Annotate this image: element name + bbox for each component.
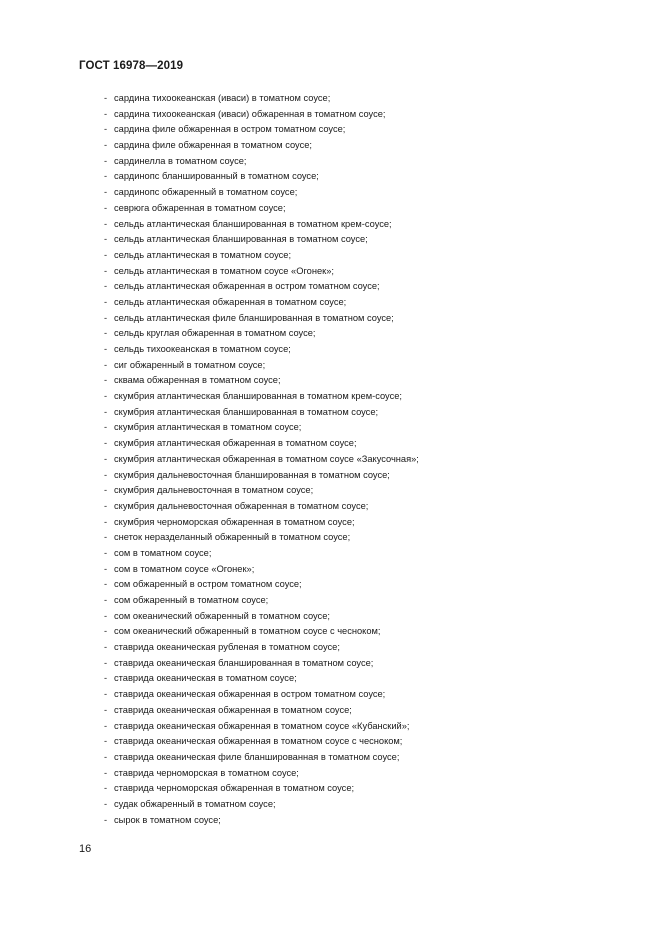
list-marker: -	[104, 610, 108, 621]
list-item-text: сардина тихоокеанская (иваси) в томатном соусе;	[114, 93, 331, 103]
list-marker: -	[104, 595, 108, 605]
list-item-text: сардинелла в томатном соусе;	[114, 155, 247, 166]
list-marker: -	[104, 657, 108, 668]
list-item	[104, 703, 584, 719]
list-item-text: сом океанический обжаренный в томатном соусе;	[114, 610, 330, 621]
list-item	[104, 499, 584, 515]
list-item-text: сельдь тихоокеанская в томатном соусе;	[114, 344, 291, 354]
list-marker: -	[104, 281, 108, 292]
list-item	[104, 671, 584, 687]
list-marker: -	[104, 783, 108, 794]
list-item-text: сельдь атлантическая в томатном соусе;	[114, 249, 292, 260]
list-item-text: сиг обжаренный в томатном соусе;	[114, 359, 266, 370]
list-item	[104, 452, 584, 468]
list-item	[104, 766, 584, 782]
list-marker: -	[104, 93, 108, 103]
product-list	[104, 91, 584, 828]
list-marker: -	[104, 704, 108, 715]
list-marker: -	[104, 108, 108, 119]
list-marker: -	[104, 814, 108, 825]
list-marker: -	[104, 626, 108, 637]
list-item	[104, 311, 584, 327]
list-item-text: сельдь атлантическая в томатном соусе «Огонек»;	[114, 265, 334, 276]
list-item-text: сквама обжаренная в томатном соусе;	[114, 375, 281, 386]
list-item-text: снеток неразделанный обжаренный в томатном соусе;	[114, 532, 351, 543]
list-item-text: сом в томатном соусе;	[114, 547, 212, 558]
list-marker: -	[104, 500, 108, 511]
list-item-text: сардина тихоокеанская (иваси) обжаренная в томатном соусе;	[114, 108, 386, 119]
list-marker: -	[104, 751, 108, 762]
list-item	[104, 91, 584, 107]
list-item	[104, 577, 584, 593]
list-marker: -	[104, 202, 108, 213]
list-marker: -	[104, 563, 108, 574]
list-item	[104, 609, 584, 625]
list-item	[104, 326, 584, 342]
list-marker: -	[104, 469, 108, 480]
list-item	[104, 781, 584, 797]
list-marker: -	[104, 532, 108, 543]
list-item	[104, 107, 584, 123]
list-item-text: сельдь атлантическая обжаренная в остром томатном соусе;	[114, 281, 380, 292]
list-item	[104, 389, 584, 405]
list-marker: -	[104, 359, 108, 370]
list-marker: -	[104, 187, 108, 198]
list-item-text: ставрида океаническая обжаренная в томатном соусе «Кубанский»;	[114, 720, 410, 731]
list-item	[104, 515, 584, 531]
list-marker: -	[104, 249, 108, 260]
list-item-text: скумбрия атлантическая обжаренная в томатном соусе;	[114, 438, 357, 449]
list-item-text: скумбрия дальневосточная бланшированная в томатном соусе;	[114, 469, 390, 480]
list-marker: -	[104, 124, 108, 135]
list-marker: -	[104, 140, 108, 151]
list-item-text: сельдь атлантическая бланшированная в томатном крем-соусе;	[114, 218, 392, 229]
list-item-text: сом обжаренный в томатном соусе;	[114, 595, 269, 605]
list-marker: -	[104, 328, 108, 339]
list-item-text: сырок в томатном соусе;	[114, 814, 221, 825]
list-item	[104, 185, 584, 201]
list-item-text: ставрида океаническая бланшированная в томатном соусе;	[114, 657, 374, 668]
list-marker: -	[104, 296, 108, 307]
list-marker: -	[104, 767, 108, 778]
list-item-text: судак обжаренный в томатном соусе;	[114, 798, 276, 809]
list-marker: -	[104, 422, 108, 433]
list-item-text: ставрида черноморская в томатном соусе;	[114, 767, 299, 778]
list-item-text: скумбрия атлантическая обжаренная в томатном соусе «Закусочная»;	[114, 453, 419, 464]
list-marker: -	[104, 579, 108, 590]
list-item-text: скумбрия дальневосточная обжаренная в томатном соусе;	[114, 500, 369, 511]
list-marker: -	[104, 218, 108, 229]
list-item-text: ставрида океаническая в томатном соусе;	[114, 673, 297, 684]
list-item-text: сардинопс бланшированный в томатном соусе;	[114, 171, 319, 182]
list-marker: -	[104, 485, 108, 496]
list-item	[104, 122, 584, 138]
list-item	[104, 154, 584, 170]
list-marker: -	[104, 375, 108, 386]
list-marker: -	[104, 736, 108, 747]
list-marker: -	[104, 547, 108, 558]
list-item-text: ставрида океаническая филе бланшированная в томатном соусе;	[114, 751, 400, 762]
list-item-text: сом океанический обжаренный в томатном соусе с чесноком;	[114, 626, 381, 637]
list-item	[104, 217, 584, 233]
list-marker: -	[104, 234, 108, 245]
list-item-text: сардинопс обжаренный в томатном соусе;	[114, 187, 298, 198]
list-item	[104, 530, 584, 546]
list-item-text: сельдь атлантическая филе бланшированная в томатном соусе;	[114, 312, 394, 323]
list-item-text: скумбрия атлантическая бланшированная в томатном крем-соусе;	[114, 391, 402, 402]
list-item	[104, 373, 584, 389]
list-marker: -	[104, 453, 108, 464]
list-item-text: сардина филе обжаренная в остром томатном соусе;	[114, 124, 346, 135]
list-item	[104, 264, 584, 280]
list-marker: -	[104, 642, 108, 653]
list-marker: -	[104, 344, 108, 354]
list-item	[104, 797, 584, 813]
list-item	[104, 232, 584, 248]
list-marker: -	[104, 438, 108, 449]
list-marker: -	[104, 155, 108, 166]
list-item-text: сом обжаренный в остром томатном соусе;	[114, 579, 302, 590]
list-marker: -	[104, 406, 108, 417]
list-item	[104, 138, 584, 154]
list-item	[104, 640, 584, 656]
list-item-text: скумбрия дальневосточная в томатном соусе;	[114, 485, 314, 496]
list-item-text: скумбрия атлантическая в томатном соусе;	[114, 422, 302, 433]
list-item	[104, 750, 584, 766]
list-marker: -	[104, 265, 108, 276]
list-marker: -	[104, 171, 108, 182]
list-item	[104, 405, 584, 421]
list-item	[104, 295, 584, 311]
list-item	[104, 624, 584, 640]
page-number: 16	[79, 843, 92, 855]
list-item	[104, 420, 584, 436]
list-item	[104, 358, 584, 374]
list-item	[104, 813, 584, 829]
list-item	[104, 248, 584, 264]
list-item	[104, 719, 584, 735]
list-item-text: ставрида черноморская обжаренная в томатном соусе;	[114, 783, 355, 794]
list-item	[104, 687, 584, 703]
list-item-text: сельдь круглая обжаренная в томатном соусе;	[114, 328, 316, 339]
list-item-text: севрюга обжаренная в томатном соусе;	[114, 202, 286, 213]
list-marker: -	[104, 516, 108, 527]
list-item	[104, 201, 584, 217]
list-marker: -	[104, 312, 108, 323]
list-item	[104, 593, 584, 609]
list-marker: -	[104, 720, 108, 731]
list-item	[104, 342, 584, 358]
list-item-text: скумбрия атлантическая бланшированная в томатном соусе;	[114, 406, 379, 417]
list-marker: -	[104, 689, 108, 700]
page-header-standard: ГОСТ 16978—2019	[79, 60, 184, 72]
list-item	[104, 468, 584, 484]
list-item	[104, 169, 584, 185]
list-item	[104, 436, 584, 452]
list-item-text: сом в томатном соусе «Огонек»;	[114, 563, 255, 574]
list-item-text: ставрида океаническая рубленая в томатном соусе;	[114, 642, 340, 653]
list-item	[104, 562, 584, 578]
list-marker: -	[104, 391, 108, 402]
list-item	[104, 734, 584, 750]
list-item-text: ставрида океаническая обжаренная в томатном соусе;	[114, 704, 352, 715]
list-item	[104, 656, 584, 672]
list-item-text: сардина филе обжаренная в томатном соусе;	[114, 140, 312, 151]
list-item-text: сельдь атлантическая обжаренная в томатном соусе;	[114, 296, 347, 307]
list-marker: -	[104, 798, 108, 809]
list-item-text: ставрида океаническая обжаренная в остром томатном соусе;	[114, 689, 386, 700]
list-item-text: ставрида океаническая обжаренная в томатном соусе с чесноком;	[114, 736, 403, 747]
list-marker: -	[104, 673, 108, 684]
list-item	[104, 483, 584, 499]
list-item	[104, 279, 584, 295]
list-item	[104, 546, 584, 562]
list-item-text: скумбрия черноморская обжаренная в томатном соусе;	[114, 516, 355, 527]
list-item-text: сельдь атлантическая бланшированная в томатном соусе;	[114, 234, 368, 245]
